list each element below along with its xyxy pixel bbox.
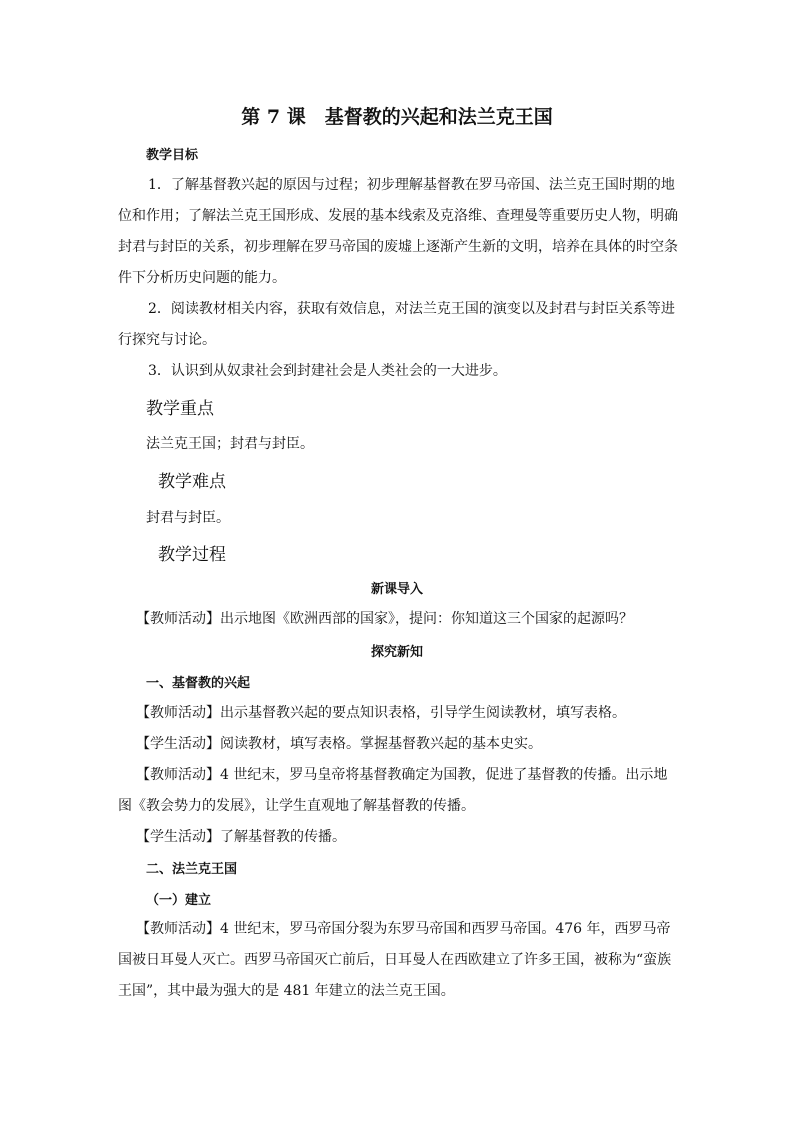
objective-2: 2．阅读教材相关内容，获取有效信息，对法兰克王国的演变以及封君与封臣关系等进行探究与讨论。 [118, 301, 675, 348]
objective-1: 1．了解基督教兴起的原因与过程；初步理解基督教在罗马帝国、法兰克王国时期的地位和作用；了解法兰克王国形成、发展的基本线索及克洛维、查理曼等重要历史人物，明确封君与封臣的关系，初步理解在罗马帝国的废墟上逐渐产生新的文明，培养在具体的时空条件下分析历史问题的能力。 [118, 177, 678, 286]
s1-student-activity-1: 【学生活动】阅读教材，填写表格。掌握基督教兴起的基本史实。 [136, 736, 542, 752]
key-points-text: 法兰克王国；封君与封臣。 [146, 436, 314, 452]
section-2-heading: 二、法兰克王国 [146, 862, 238, 877]
objectives-heading: 教学目标 [146, 148, 199, 163]
s2-teacher-activity-1: 【教师活动】4 世纪末，罗马帝国分裂为东罗马帝国和西罗马帝国。476 年，西罗马帝国被日耳曼人灭亡。西罗马帝国灭亡前后，日耳曼人在西欧建立了许多王国，被称为“蛮族王国”，其中最为强大的是 481 年建立的法兰克王国。 [118, 921, 672, 999]
s1-teacher-activity-1: 【教师活动】出示基督教兴起的要点知识表格，引导学生阅读教材，填写表格。 [136, 705, 626, 721]
intro-heading: 新课导入 [370, 582, 423, 597]
s1-student-activity-2: 【学生活动】了解基督教的传播。 [136, 829, 346, 845]
section-1-heading: 一、基督教的兴起 [146, 676, 251, 691]
s1-teacher-activity-2: 【教师活动】4 世纪末，罗马皇帝将基督教确定为国教，促进了基督教的传播。出示地图《教会势力的发展》，让学生直观地了解基督教的传播。 [118, 767, 668, 814]
explore-heading: 探究新知 [370, 645, 423, 660]
process-heading: 教学过程 [158, 545, 226, 565]
page-title: 第 7 课 基督教的兴起和法兰克王国 [241, 106, 553, 128]
key-points-heading: 教学重点 [146, 399, 214, 419]
objective-3: 3．认识到从奴隶社会到封建社会是人类社会的一大进步。 [148, 363, 507, 379]
subsection-1-heading: （一）建立 [146, 893, 212, 908]
difficulties-heading: 教学难点 [158, 472, 226, 492]
difficulties-text: 封君与封臣。 [146, 510, 230, 526]
intro-teacher-activity: 【教师活动】出示地图《欧洲西部的国家》，提问：你知道这三个国家的起源吗？ [136, 611, 633, 627]
